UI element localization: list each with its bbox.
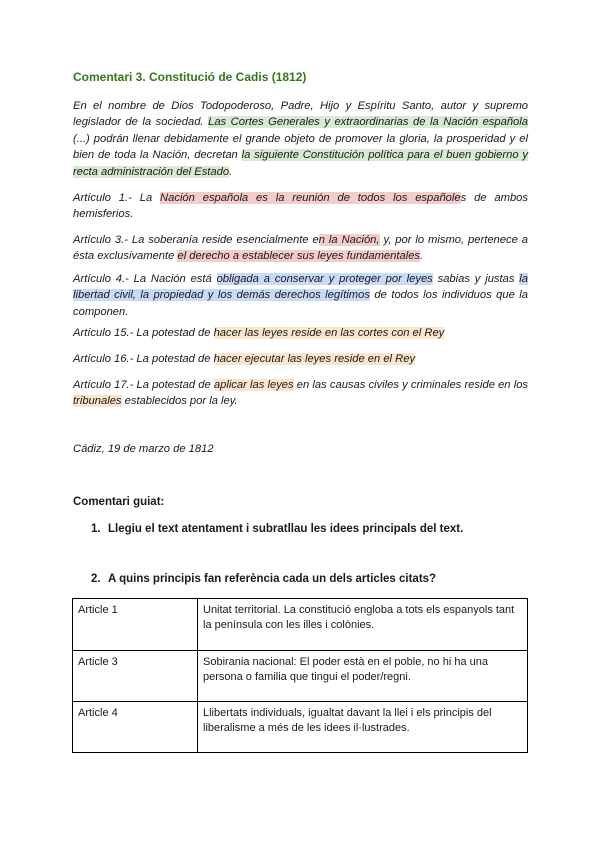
article-4-text-2: sabias y justas [432, 273, 520, 285]
article-1-paragraph [73, 190, 528, 223]
highlight-derecho-leyes: el derecho a establecer sus leyes fundamentales [177, 250, 421, 263]
question-1-text: Llegiu el text atentament i subratllau les idees principals del text. [108, 523, 464, 535]
article-3-text-3: . [420, 250, 424, 263]
article-17-text-2: en las causas civiles y criminales reside en los [293, 379, 529, 391]
answers-table [72, 598, 528, 753]
article-17-text-3: establecidos por la ley. [121, 395, 238, 408]
highlight-libertad-civil: la libertad civil, la propiedad y los demás derechos legítimos [73, 273, 528, 302]
article-1-text-2: s de ambos hemisferios. [73, 192, 528, 221]
highlight-tribunales: tribunales [73, 395, 122, 408]
table-row [73, 702, 528, 753]
article-4-text-1: Artículo 4.- La Nación está [73, 273, 217, 285]
table-row [73, 651, 528, 702]
question-2-number: 2. [91, 573, 101, 585]
highlight-obligada: obligada a conservar y proteger por leyes [216, 273, 433, 285]
highlight-nacion-espanola: Nación española es la reunión de todos los españole [160, 192, 461, 204]
question-1-number: 1. [91, 523, 101, 535]
article-16-text-1: Artículo 16.- La potestad de [73, 353, 214, 365]
article-3-text-1: Artículo 3.- La soberanía reside esencialmente e [73, 234, 319, 246]
highlight-la-nacion: n la Nación, [318, 234, 380, 246]
highlight-constitucion: la siguiente Constitución política para el buen gobierno y recta administración del Estado [73, 149, 528, 178]
highlight-cortes: Las Cortes Generales y extraordinarias de la Nación española [208, 116, 528, 129]
guide-heading: Comentari guiat: [73, 496, 165, 508]
article-15-paragraph [73, 325, 528, 341]
article-3-paragraph [73, 232, 528, 265]
document-date: Cádiz, 19 de marzo de 1812 [73, 443, 214, 455]
article-4-paragraph [73, 271, 528, 320]
table-row [73, 599, 528, 651]
highlight-hacer-leyes: hacer las leyes reside en las cortes con el Rey [213, 327, 445, 339]
article-cell: Article 3 [73, 651, 198, 702]
preamble-text-3: . [229, 165, 233, 178]
highlight-hacer-ejecutar: hacer ejecutar las leyes reside en el Rey [213, 353, 416, 365]
question-1 [91, 523, 463, 535]
article-3-text-2: y, por lo mismo, pertenece a ésta exclusivamente [73, 234, 528, 263]
preamble-text-2: (...) podrán llenar debidamente el grande objeto de promover la gloria, la prosperidad y el bien de toda la Nación, decretan [73, 132, 528, 162]
answer-cell[interactable]: Unitat territorial. La constitució engloba a tots els espanyols tant la península con les illes i colònies. [198, 599, 528, 651]
article-15-text-1: Artículo 15.- La potestad de [73, 327, 214, 339]
document-title: Comentari 3. Constitució de Cadis (1812) [73, 70, 307, 84]
answer-cell[interactable]: Sobirania nacional: El poder està en el poble, no hi ha una persona o familia que tingui el poder/regni. [198, 651, 528, 702]
article-1-text-1: Artículo 1.- La [73, 192, 161, 204]
article-16-paragraph [73, 351, 528, 367]
article-17-text-1: Artículo 17.- La potestad de [73, 379, 214, 391]
preamble-paragraph [73, 98, 528, 180]
article-cell: Article 4 [73, 702, 198, 753]
article-cell: Article 1 [73, 599, 198, 651]
question-2 [91, 573, 436, 585]
answer-cell[interactable]: Llibertats individuals, igualtat davant la llei i els principis del liberalisme a més de les idees il·lustrades. [198, 702, 528, 753]
question-2-text: A quins principis fan referència cada un dels articles citats? [108, 573, 437, 585]
preamble-text-1: En el nombre de Dios Todopoderoso, Padre, Hijo y Espíritu Santo, autor y supremo legislador de la sociedad. [73, 100, 528, 129]
article-17-paragraph [73, 377, 528, 410]
highlight-aplicar-leyes: aplicar las leyes [213, 379, 294, 391]
article-4-text-3: de todos los individuos que la componen. [73, 289, 529, 318]
